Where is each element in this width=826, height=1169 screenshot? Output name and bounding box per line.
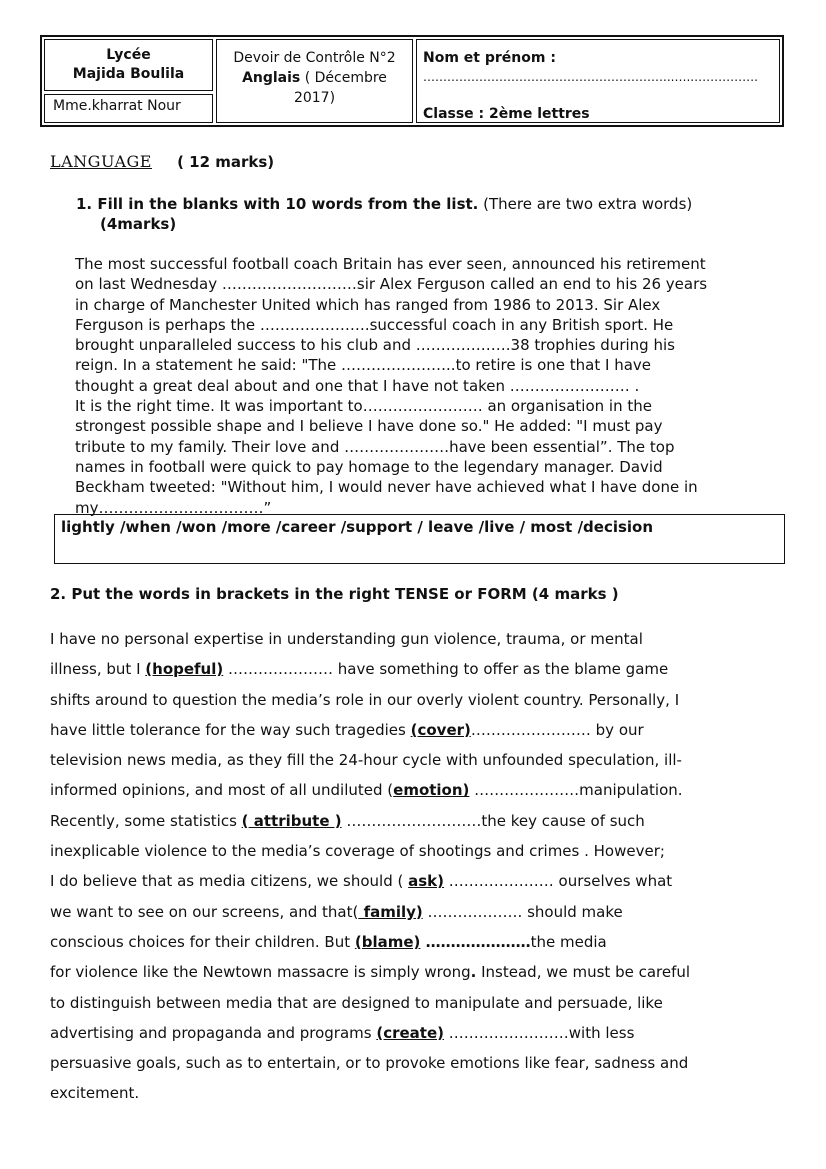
q1-note: (There are two extra words)	[478, 195, 693, 213]
q2-line	[50, 775, 780, 805]
section-title	[50, 152, 274, 171]
q2-blank[interactable]: …………………… by our	[470, 720, 644, 739]
verb-ask: ask)	[408, 872, 445, 891]
q2-line	[50, 957, 780, 987]
question-1-instruction	[76, 194, 776, 234]
q2-line	[50, 897, 780, 927]
q1-instruction-text: 1. Fill in the blanks with 10 words from the list.	[76, 195, 479, 213]
exam-info-box	[216, 39, 413, 123]
q2-text: television news media, as they fill the 24-hour cycle with unfounded speculation, ill-	[50, 751, 682, 770]
q2-blank[interactable]: ………………. should make	[422, 902, 623, 921]
passage-line: names in football were quick to pay homage to the legendary manager. David	[75, 457, 663, 476]
q2-text: to distinguish between media that are designed to manipulate and persuade, like	[50, 993, 663, 1012]
passage-line: thought a great deal about and one that I have not taken …………………… .	[75, 376, 640, 395]
verb-hopeful: (hopeful)	[145, 660, 224, 679]
verb-emotion: emotion)	[393, 781, 470, 800]
q2-line	[50, 715, 780, 745]
student-info-box	[416, 39, 780, 123]
q2-text: inexplicable violence to the media’s coverage of shootings and crimes . However;	[50, 842, 665, 861]
q2-line	[50, 745, 780, 775]
q2-text: the media	[530, 932, 607, 951]
q2-line	[50, 866, 780, 896]
q1-marks: (4marks)	[100, 215, 177, 233]
q2-text: for violence like the Newtown massacre is simply wrong	[50, 963, 471, 982]
verb-create: (create)	[376, 1023, 444, 1042]
passage-line: reign. In a statement he said: "The …………………..to retire is one that I have	[75, 356, 652, 375]
q2-text: illness, but I	[50, 660, 146, 679]
name-label: Nom et prénom :	[423, 50, 556, 66]
q2-passage	[50, 624, 780, 1109]
section-marks: ( 12 marks)	[177, 153, 275, 171]
q2-text: I have no personal expertise in understanding gun violence, trauma, or mental	[50, 630, 643, 648]
q2-text: Instead, we must be careful	[476, 963, 691, 982]
q2-line	[50, 654, 780, 684]
passage-line: It is the right time. It was important to…………………… an organisation in the	[75, 397, 652, 416]
section-name: LANGUAGE	[50, 152, 152, 171]
q2-line	[50, 927, 780, 957]
q2-blank[interactable]: ……………………with less	[444, 1023, 635, 1042]
q2-line	[50, 685, 780, 715]
school-line-2: Majida Boulila	[72, 66, 185, 82]
passage-line: my……………………………”	[75, 498, 272, 517]
passage-line: strongest possible shape and I believe I have done so." He added: "I must pay	[75, 417, 663, 436]
name-field[interactable]: ……………………………………………………...…..…………….	[423, 70, 758, 84]
q2-text: shifts around to question the media’s role in our overly violent country. Personally, I	[50, 690, 680, 709]
school-name-box	[44, 39, 213, 91]
verb-attribute: ( attribute )	[241, 811, 342, 830]
exam-title: Devoir de Contrôle N°2	[233, 50, 396, 66]
q2-blank[interactable]: …………………manipulation.	[469, 781, 683, 800]
verb-family: family)	[358, 902, 423, 921]
q2-blank[interactable]: ………………………the key cause of such	[341, 811, 645, 830]
q2-text: excitement.	[50, 1084, 140, 1103]
school-line-1: Lycée	[106, 47, 151, 63]
q2-text: conscious choices for their children. But	[50, 932, 355, 951]
q2-text: informed opinions, and most of all undiluted (	[50, 781, 394, 800]
exam-header	[40, 35, 784, 127]
q2-text: persuasive goals, such as to entertain, or to provoke emotions like fear, sadness and	[50, 1054, 689, 1073]
q2-line	[50, 624, 780, 654]
header-left-column	[44, 39, 213, 123]
q2-text: have little tolerance for the way such tragedies	[50, 720, 411, 739]
exam-date-a: ( Décembre	[304, 70, 387, 86]
q2-line	[50, 806, 780, 836]
q2-blank[interactable]: ………………… have something to offer as the blame game	[223, 660, 669, 679]
q2-text: advertising and propaganda and programs	[50, 1023, 377, 1042]
q1-passage	[75, 254, 787, 518]
q2-line	[50, 1018, 780, 1048]
word-list-box	[54, 514, 785, 564]
passage-line: The most successful football coach Britain has ever seen, announced his retirement	[75, 255, 706, 273]
teacher-name: Mme.kharrat Nour	[44, 94, 213, 123]
q2-text: .	[470, 963, 477, 982]
verb-cover: (cover)	[410, 720, 471, 739]
q2-text: I do believe that as media citizens, we should (	[50, 872, 409, 891]
passage-line: Beckham tweeted: "Without him, I would never have achieved what I have done in	[75, 478, 698, 497]
passage-line: on last Wednesday ………………………sir Alex Ferguson called an end to his 26 years	[75, 275, 708, 294]
exam-date-b: 2017)	[293, 90, 336, 106]
exam-subject: Anglais	[242, 70, 301, 86]
class-label: Classe : 2ème lettres	[423, 106, 590, 122]
passage-line: in charge of Manchester United which has ranged from 1986 to 2013. Sir Alex	[75, 295, 661, 314]
q2-line	[50, 988, 780, 1018]
q2-line	[50, 836, 780, 866]
question-2-instruction: 2. Put the words in brackets in the right TENSE or FORM (4 marks )	[50, 585, 619, 603]
verb-blame: (blame)	[354, 932, 421, 951]
word-list: lightly /when /won /more /career /support / leave /live / most /decision	[61, 518, 654, 536]
q2-blank[interactable]: ………………… ourselves what	[444, 872, 673, 891]
q2-line	[50, 1078, 780, 1108]
q2-text: we want to see on our screens, and that(	[50, 902, 359, 921]
passage-line: Ferguson is perhaps the ………………….successful coach in any British sport. He	[75, 315, 674, 334]
exam-subject-date	[217, 68, 412, 88]
q2-text: Recently, some statistics	[50, 811, 242, 830]
q2-line	[50, 1048, 780, 1078]
passage-line: brought unparalleled success to his club and ……………….38 trophies during his	[75, 336, 675, 355]
q2-blank[interactable]: …………………	[420, 932, 531, 951]
passage-line: tribute to my family. Their love and …………………have been essential”. The top	[75, 437, 675, 456]
